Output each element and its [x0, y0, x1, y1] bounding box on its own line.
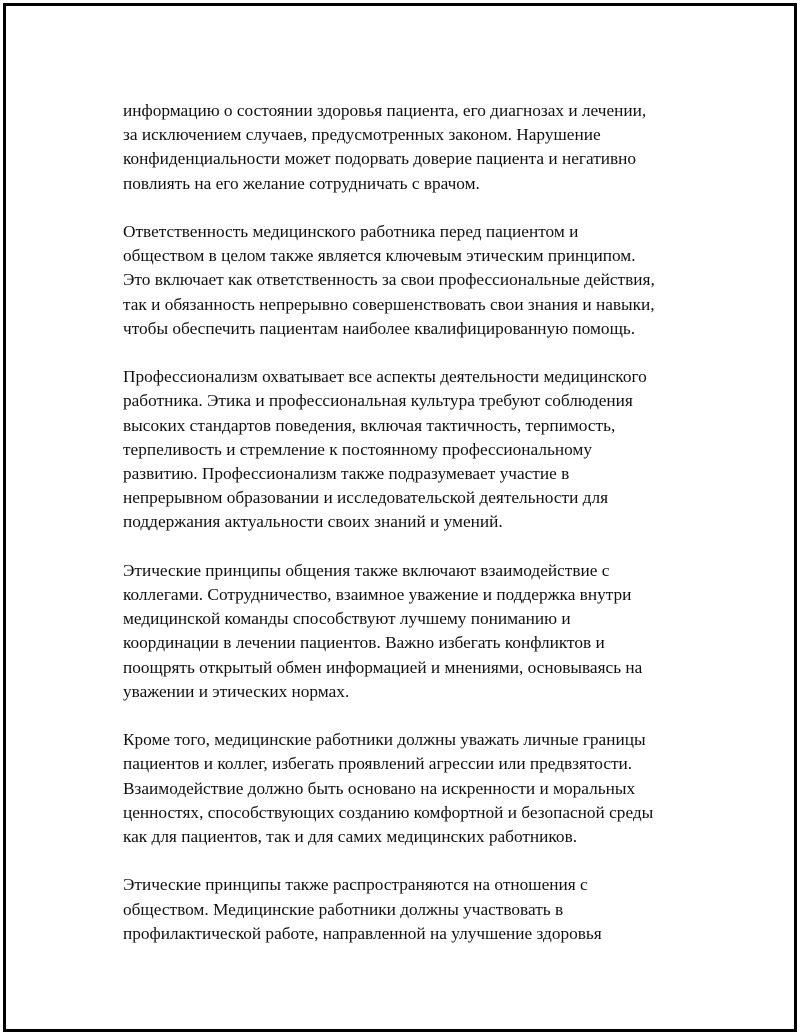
- text-line: работника. Этика и профессиональная культура требуют соблюдения: [123, 391, 633, 411]
- text-line: конфиденциальности может подорвать доверие пациента и негативно: [123, 149, 637, 169]
- text-line: информацию о состоянии здоровья пациента, его диагнозах и лечении,: [123, 101, 647, 120]
- paragraph-responsibility: [123, 220, 713, 341]
- text-line: обществом. Медицинские работники должны участвовать в: [123, 899, 564, 919]
- text-line: обществом в целом также является ключевым этическим принципом.: [123, 246, 636, 266]
- paragraph-professionalism: [123, 365, 713, 534]
- text-line: так и обязанность непрерывно совершенствовать свои знания и навыки,: [123, 294, 655, 314]
- text-line: высоких стандартов поведения, включая тактичность, терпимость,: [123, 415, 616, 435]
- text-line: поощрять открытый обмен информацией и мнениями, основываясь на: [123, 657, 643, 677]
- paragraph-confidentiality: [123, 99, 713, 196]
- text-line: как для пациентов, так и для самих медицинских работников.: [123, 827, 578, 847]
- text-line: профилактической работе, направленной на улучшение здоровья: [123, 923, 602, 943]
- text-line: Профессионализм охватывает все аспекты деятельности медицинского: [123, 367, 647, 387]
- text-line: Это включает как ответственность за свои профессиональные действия,: [123, 270, 655, 290]
- text-line: ценностях, способствующих созданию комфортной и безопасной среды: [123, 802, 654, 822]
- text-line: медицинской команды способствуют лучшему пониманию и: [123, 609, 571, 629]
- paragraph-boundaries: [123, 728, 713, 849]
- text-line: Этические принципы также распространяются на отношения с: [123, 875, 588, 895]
- text-line: чтобы обеспечить пациентам наиболее квалифицированную помощь.: [123, 318, 636, 338]
- text-line: повлиять на его желание сотрудничать с врачом.: [123, 173, 480, 193]
- page-frame: [3, 3, 797, 1032]
- page-content: [123, 99, 713, 970]
- text-line: Ответственность медицинского работника перед пациентом и: [123, 222, 579, 241]
- text-line: координации в лечении пациентов. Важно избегать конфликтов и: [123, 633, 605, 653]
- paragraph-society: [123, 873, 713, 946]
- text-line: Этические принципы общения также включают взаимодействие с: [123, 560, 610, 580]
- text-line: непрерывном образовании и исследовательской деятельности для: [123, 488, 609, 508]
- text-line: за исключением случаев, предусмотренных законом. Нарушение: [123, 125, 601, 145]
- text-line: поддержания актуальности своих знаний и умений.: [123, 512, 503, 532]
- text-line: Взаимодействие должно быть основано на искренности и моральных: [123, 778, 636, 798]
- text-line: терпеливость и стремление к постоянному профессиональному: [123, 439, 592, 459]
- text-line: Кроме того, медицинские работники должны уважать личные границы: [123, 730, 646, 750]
- text-line: коллегами. Сотрудничество, взаимное уважение и поддержка внутри: [123, 585, 632, 605]
- paragraph-colleagues: [123, 559, 713, 704]
- text-line: развитию. Профессионализм также подразумевает участие в: [123, 464, 570, 484]
- text-line: уважении и этических нормах.: [123, 681, 350, 701]
- text-line: пациентов и коллег, избегать проявлений агрессии или предвзятости.: [123, 754, 633, 774]
